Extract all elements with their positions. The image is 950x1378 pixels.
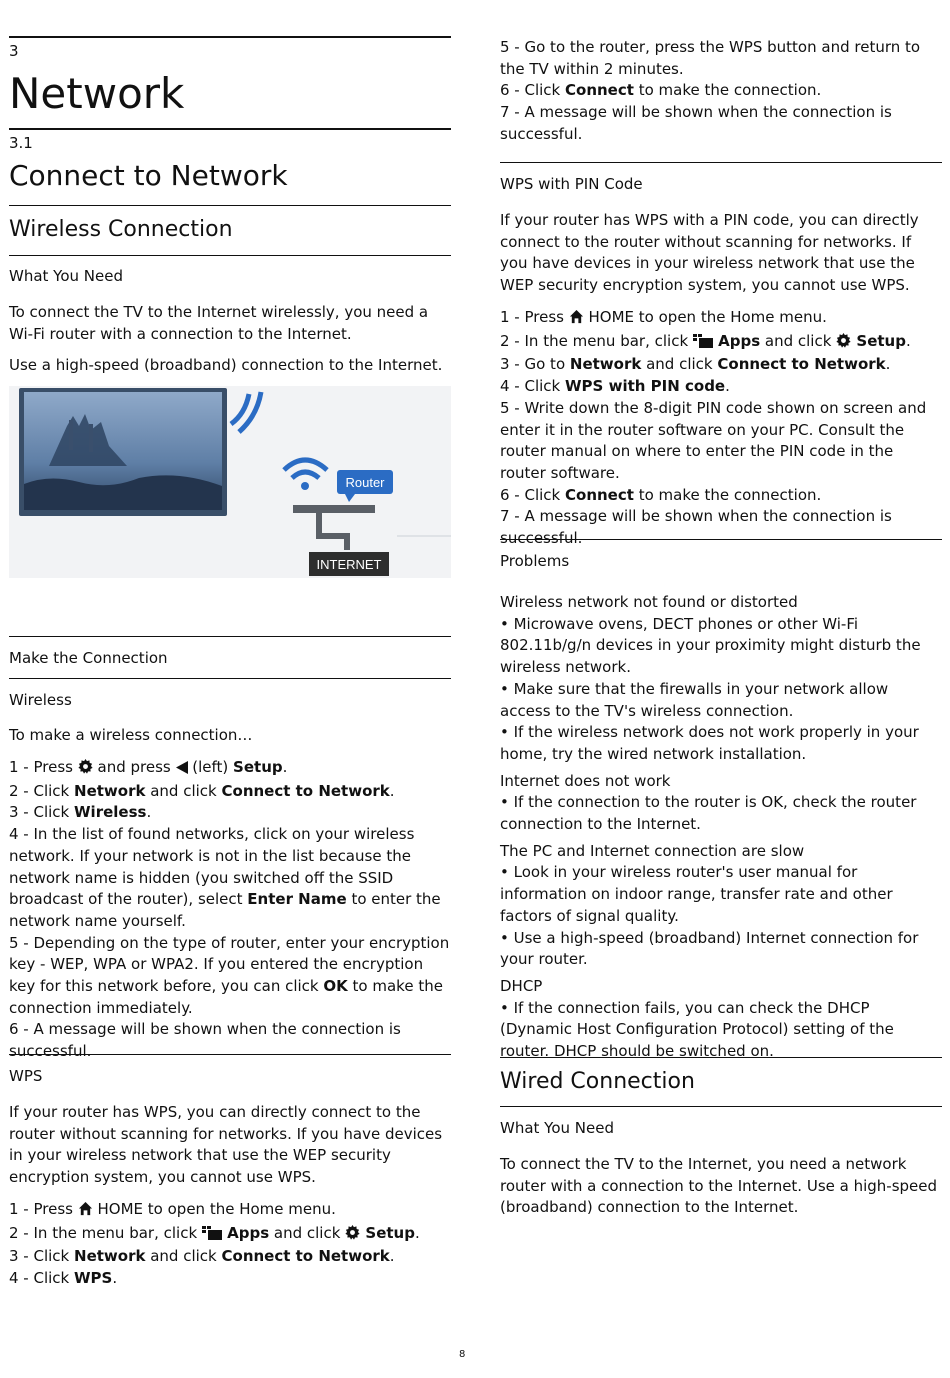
divider [9,636,451,637]
divider [9,255,451,256]
wps-pin-steps [500,307,942,550]
problem-title: DHCP [500,976,543,995]
wps-pin-heading: WPS with PIN Code [500,175,643,193]
router-label: Router [345,475,385,490]
what-you-need-heading: What You Need [9,267,124,285]
gear-icon [78,759,93,781]
step: 7 - A message will be shown when the connection is successful. [500,507,892,548]
step: 1 - Press and press (left) Setup. [9,757,451,781]
bullet: • Microwave ovens, DECT phones or other Wi-Fi 802.11b/g/n devices in your proximity might disturb the wireless network. [500,614,921,677]
paragraph: To make a wireless connection… [9,726,253,744]
step: 6 - Click Connect to make the connection. [500,485,822,504]
paragraph: Use a high-speed (broadband) connection to the Internet. [9,356,443,374]
step: 1 - Press HOME to open the Home menu. [9,1199,451,1223]
problem-title: The PC and Internet connection are slow [500,841,805,860]
step: 4 - Click WPS with PIN code. [500,377,730,396]
paragraph: If your router has WPS with a PIN code, you can directly connect to the router without scanning for networks. If you have devices in your wireless network that use the WEP security encryption system, you cannot use WPS. [500,211,919,295]
chapter-number: 3 [9,42,19,60]
step: 5 - Write down the 8-digit PIN code shown on screen and enter it in the router software on your PC. Consult the router manual on where to enter the PIN code in the router software. [500,398,927,482]
step: 2 - In the menu bar, click Apps and click Setup. [9,1223,451,1247]
wired-heading: Wired Connection [500,1069,695,1094]
make-connection-steps [9,757,451,1063]
step: 6 - A message will be shown when the connection is successful. [9,1020,401,1061]
divider [9,1054,451,1055]
apps-icon [693,333,713,355]
wireless-subheading: Wireless [9,691,72,709]
bullet: • Make sure that the firewalls in your network allow access to the TV's wireless connection. [500,679,889,720]
step: 4 - Click WPS. [9,1269,118,1288]
problems-heading: Problems [500,552,570,570]
step: 3 - Go to Network and click Connect to Network. [500,355,891,374]
step: 5 - Depending on the type of router, enter your encryption key - WEP, WPA or WPA2. If you entered the encryption key for this network before, you can click OK to make the connection immediately. [9,933,450,1017]
make-connection-heading: Make the Connection [9,649,168,667]
divider [9,678,451,679]
step: 3 - Click Wireless. [9,803,152,822]
triangle-left-icon [176,759,188,781]
paragraph: To connect the TV to the Internet wirelessly, you need a Wi-Fi router with a connection to the Internet. [9,303,429,343]
divider [500,1106,942,1107]
section-title: Connect to Network [9,159,288,192]
step: 6 - Click Connect to make the connection. [500,81,822,100]
bullet: • If the wireless network does not work properly in your home, try the wired network installation. [500,723,919,763]
paragraph: To connect the TV to the Internet, you need a network router with a connection to the Internet. Use a high-speed (broadband) connection to the Internet. [500,1155,938,1217]
step: 2 - Click Network and click Connect to Network. [9,781,395,800]
step: 3 - Click Network and click Connect to Network. [9,1247,395,1266]
chapter-rule [9,36,451,38]
step: 4 - In the list of found networks, click on your wireless network. If your network is not in the list because the network name is hidden (you switched off the SSID broadcast of the router), select Enter Name to enter the network name yourself. [9,825,441,930]
apps-icon [202,1225,222,1247]
divider [500,539,942,540]
bullet: • Use a high-speed (broadband) Internet connection for your router. [500,928,919,969]
bullet: • Look in your wireless router's user manual for information on indoor range, transfer rate and other factors of signal quality. [500,863,893,925]
problem-title: Wireless network not found or distorted [500,593,798,611]
section-rule [9,128,451,130]
chapter-title: Network [9,69,185,118]
divider [500,1057,942,1058]
wps-steps [9,1199,451,1290]
step: 7 - A message will be shown when the connection is successful. [500,103,892,143]
gear-icon [345,1225,360,1247]
step: 5 - Go to the router, press the WPS button and return to the TV within 2 minutes. [500,38,921,78]
step: 2 - In the menu bar, click Apps and click Setup. [500,331,942,355]
internet-label: INTERNET [316,557,382,572]
bullet: • If the connection to the router is OK, check the router connection to the Internet. [500,793,917,834]
problem-title: Internet does not work [500,771,671,790]
router-device [293,505,375,513]
gear-icon [836,333,851,355]
home-icon [78,1201,93,1223]
divider [500,162,942,163]
wps-steps-continued [500,37,942,146]
section-number: 3.1 [9,134,33,152]
page-number: 8 [459,1349,466,1360]
home-icon [569,309,584,331]
bullet: • If the connection fails, you can check the DHCP (Dynamic Host Configuration Protocol) setting of the router. DHCP should be switched on. [500,998,894,1061]
wireless-heading: Wireless Connection [9,217,233,242]
problems-list [500,592,942,1063]
step: 1 - Press HOME to open the Home menu. [500,307,942,331]
divider [9,205,451,206]
wireless-network-illustration [9,386,451,578]
paragraph: If your router has WPS, you can directly connect to the router without scanning for networks. If you have devices in your wireless network that use the WEP security encryption system, you cannot use WPS. [9,1103,443,1187]
what-you-need-heading: What You Need [500,1119,615,1137]
wps-heading: WPS [9,1067,43,1085]
